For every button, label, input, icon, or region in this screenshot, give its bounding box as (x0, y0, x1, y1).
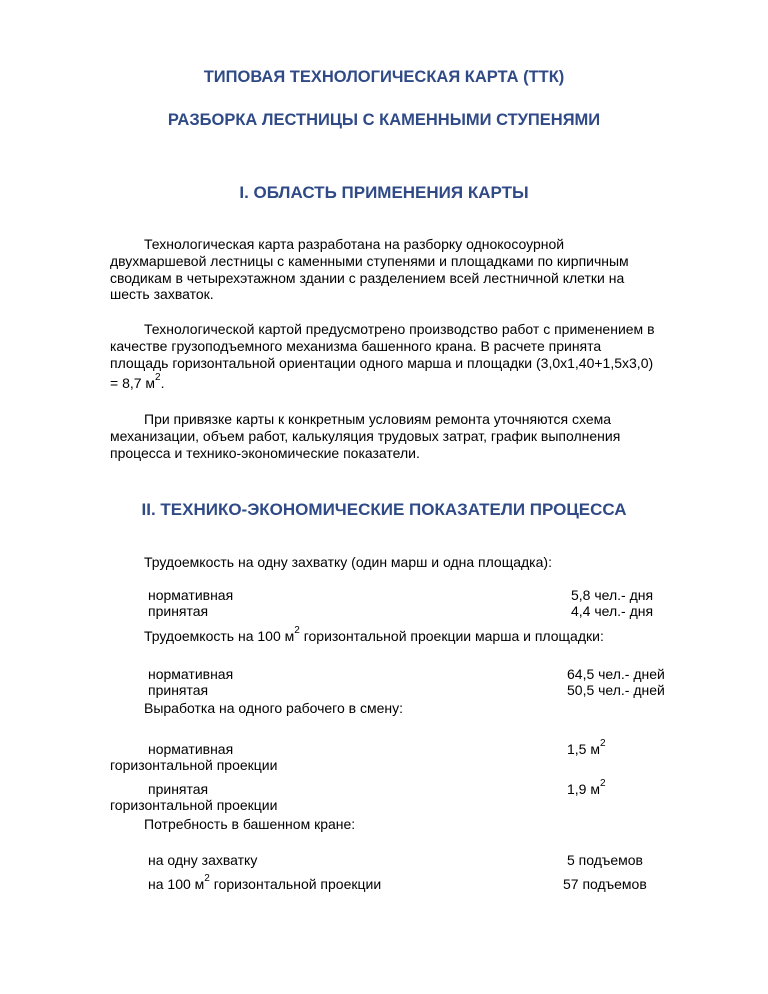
text-line: сводикам в четырехэтажном здании с разделением всей лестничной клетки на (110, 269, 625, 286)
accepted-value: 50,5 чел.- дней (567, 682, 665, 698)
label-text: Трудоемкость на 100 м (144, 628, 295, 644)
document-subtitle: РАЗБОРКА ЛЕСТНИЦЫ С КАМЕННЫМИ СТУПЕНЯМИ (167, 111, 601, 129)
normative-sublabel: горизонтальной проекции (110, 757, 278, 773)
text-line: Технологической картой предусмотрено производство работ с применением в (144, 321, 655, 337)
superscript: 2 (294, 625, 300, 636)
labor-per-100-label (144, 625, 604, 644)
normative-label: нормативная (148, 741, 234, 757)
text-line: При привязке карты к конкретным условиям ремонта уточняются схема (144, 411, 612, 427)
document-title: ТИПОВАЯ ТЕХНОЛОГИЧЕСКАЯ КАРТА (ТТК) (203, 68, 565, 86)
section-heading-scope: I. ОБЛАСТЬ ПРИМЕНЕНИЯ КАРТЫ (239, 183, 529, 202)
superscript: 2 (204, 873, 210, 884)
section-heading-indicators: II. ТЕХНИКО-ЭКОНОМИЧЕСКИЕ ПОКАЗАТЕЛИ ПРОЦЕССА (141, 500, 627, 519)
normative-value: 5,8 чел.- дня (571, 587, 654, 603)
text-line: шесть захваток. (110, 286, 214, 303)
crane-per-grip-label: на одну захватку (148, 852, 258, 868)
text-line: = 8,7 м (110, 375, 156, 392)
value-text: 1,9 м (567, 781, 600, 797)
output-label: Выработка на одного рабочего в смену: (144, 700, 404, 716)
text-line: процесса и технико-экономические показатели. (110, 444, 420, 461)
superscript: 2 (599, 778, 606, 789)
paragraph-scope-1 (110, 236, 725, 303)
crane-per-grip-value: 5 подъемов (567, 852, 643, 868)
normative-value (567, 738, 606, 757)
text-line: Технологическая карта разработана на разборку однокосоурной (144, 236, 565, 252)
accepted-label: принятая (148, 603, 209, 619)
accepted-sublabel: горизонтальной проекции (110, 797, 278, 813)
normative-value: 64,5 чел.- дней (567, 666, 665, 682)
label-text: на 100 м (148, 876, 205, 892)
superscript: 2 (599, 738, 606, 749)
superscript: 2 (155, 372, 161, 384)
accepted-value: 4,4 чел.- дня (571, 603, 654, 619)
text-line: качестве грузоподъемного механизма башенного крана. В расчете принята (110, 337, 602, 354)
crane-per-100-value: 57 подъемов (563, 876, 647, 892)
text-line: механизации, объем работ, калькуляция трудовых затрат, график выполнения (110, 427, 621, 444)
text-line: двухмаршевой лестницы с каменными ступенями и площадками по кирпичным (110, 252, 629, 269)
text-line: площадь горизонтальной ориентации одного марша и площадки (3,0x1,40+1,5x3,0) (110, 354, 654, 371)
accepted-label: принятая (148, 682, 209, 698)
normative-label: нормативная (148, 666, 234, 682)
paragraph-scope-3 (110, 411, 725, 461)
paragraph-scope-2 (110, 321, 725, 392)
accepted-value (567, 778, 606, 797)
label-text: горизонтальной проекции (209, 876, 382, 892)
text-line-end: . (160, 375, 165, 392)
crane-label: Потребность в башенном кране: (144, 816, 356, 832)
labor-per-grip-label: Трудоемкость на одну захватку (один марш и одна площадка): (144, 554, 552, 570)
label-text: горизонтальной проекции марша и площадки: (299, 628, 604, 644)
normative-label: нормативная (148, 587, 234, 603)
value-text: 1,5 м (567, 741, 600, 757)
accepted-label: принятая (148, 781, 209, 797)
crane-per-100-label (148, 873, 382, 892)
